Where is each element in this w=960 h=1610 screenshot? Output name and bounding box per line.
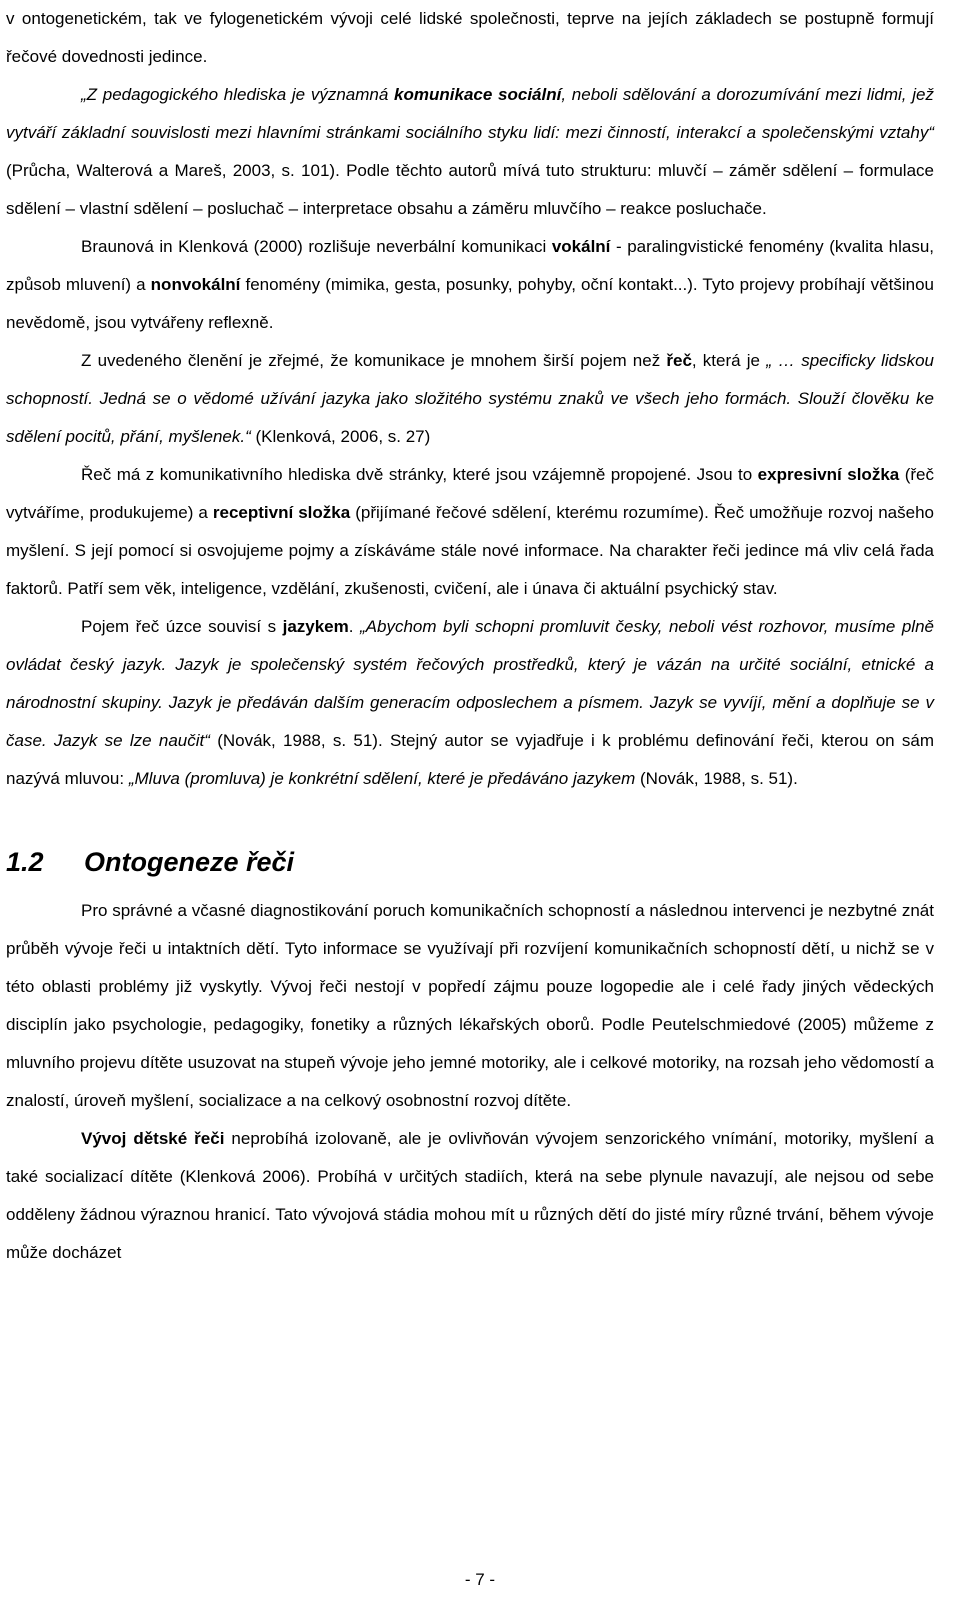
section-title: Ontogeneze řeči (84, 847, 295, 877)
text-run: vokální (551, 237, 611, 256)
text-run: Pojem řeč úzce souvisí s (81, 617, 283, 636)
text-run: Braunová in Klenková (2000) rozlišuje neverbální komunikaci (81, 237, 552, 256)
text-run: „Abychom byli schopni promluvit česky, neboli vést rozhovor, musíme plně ovládat český jazyk. Jazyk je společenský systém řečových prostředků, který je vázán na určité sociální, etnické a národnostní skupiny. Jazyk je předáván dalším generacím odposlechem a písmem. Jazyk se vyvíjí, mění a doplňuje se v čase. Jazyk se lze naučit“ (6, 617, 934, 750)
paragraph-p3 (6, 228, 934, 342)
text-run: řeč (666, 351, 692, 370)
paragraph-p5 (6, 456, 934, 608)
text-run: (Novák, 1988, s. 51). (635, 769, 798, 788)
text-block-after-heading (6, 892, 934, 1272)
paragraph-p6 (6, 608, 934, 798)
text-run: neprobíhá izolovaně, ale je ovlivňován vývojem senzorického vnímání, motoriky, myšlení a také socializací dítěte (Klenková 2006). Probíhá v určitých stadiích, která na sebe plynule navazují, ale nejsou od sebe odděleny žádnou výraznou hranicí. Tato vývojová stádia mohou mít u různých dětí do jisté míry různé trvání, během vývoje může docházet (6, 1129, 934, 1262)
text-run: , neboli sdělování a dorozumívání mezi lidmi, jež vytváří základní souvislosti mezi hlavními stránkami sociálního styku lidí: mezi činností, interakcí a společenskými vztahy“ (6, 85, 934, 142)
text-run: fenomény (mimika, gesta, posunky, pohyby, oční kontakt...). Tyto projevy probíhají většinou nevědomě, jsou vytvářeny reflexně. (6, 275, 934, 332)
text-run: sociální (498, 85, 562, 104)
text-run: receptivní složka (212, 503, 351, 522)
text-run: (přijímané řečové sdělení, kterému rozumíme). Řeč umožňuje rozvoj našeho myšlení. S její pomocí si osvojujeme pojmy a získáváme stále nové informace. Na charakter řeči jedince má vliv celá řada faktorů. Patří sem věk, inteligence, vzdělání, zkušenosti, cvičení, ale i únava či aktuální psychický stav. (6, 503, 934, 598)
text-run: komunikace (394, 85, 493, 104)
text-run: (řeč vytváříme, produkujeme) a (6, 465, 934, 522)
text-run: Vývoj dětské řeči (81, 1129, 225, 1148)
paragraph-p7 (6, 892, 934, 1120)
text-run: (Novák, 1988, s. 51). Stejný autor se vyjadřuje i k problému definování řeči, kterou on sám nazývá mluvou: (6, 731, 934, 788)
paragraph-p8 (6, 1120, 934, 1272)
text-run: expresivní složka (757, 465, 900, 484)
text-run: jazykem (282, 617, 349, 636)
text-run: . (348, 617, 360, 636)
text-run: (Průcha, Walterová a Mareš, 2003, s. 101). Podle těchto autorů mívá tuto strukturu: mluvčí – záměr sdělení – formulace sdělení – vlastní sdělení – posluchač – interpretace obsahu a záměru mluvčího – reakce posluchače. (6, 161, 934, 218)
text-run: v ontogenetickém, tak ve fylogenetickém vývoji celé lidské společnosti, teprve na jejích základech se postupně formují řečové dovednosti jedince. (6, 9, 934, 66)
text-run: Z uvedeného členění je zřejmé, že komunikace je mnohem širší pojem než (81, 351, 667, 370)
paragraph-p2 (6, 76, 934, 228)
text-run: , která je (691, 351, 767, 370)
text-run: „Mluva (promluva) je konkrétní sdělení, které je předáváno jazykem (128, 769, 636, 788)
text-run: „Z pedagogického hlediska je významná (81, 85, 395, 104)
page-number: - 7 - (464, 1570, 496, 1589)
paragraph-p4 (6, 342, 934, 456)
text-run: Řeč má z komunikativního hlediska dvě stránky, které jsou vzájemně propojené. Jsou to (81, 465, 758, 484)
text-block-before-heading (6, 0, 934, 798)
document-page (6, 0, 934, 1272)
text-run: - paralingvistické fenomény (kvalita hlasu, způsob mluvení) a (6, 237, 934, 294)
section-heading (6, 842, 934, 882)
text-run: (Klenková, 2006, s. 27) (250, 427, 431, 446)
section-number: 1.2 (6, 847, 44, 877)
text-run: Pro správné a včasné diagnostikování poruch komunikačních schopností a následnou intervenci je nezbytné znát průběh vývoje řeči u intaktních dětí. Tyto informace se využívají při rozvíjení komunikačních schopností dětí, u nichž se v této oblasti problémy již vyskytly. Vývoj řeči nestojí v popředí zájmu pouze logopedie ale i celé řady jiných vědeckých disciplín jako psychologie, pedagogiky, fonetiky a různých lékařských oborů. Podle Peutelschmiedové (2005) můžeme z mluvního projevu dítěte usuzovat na stupeň vývoje jeho jemné motoriky, ale i celkové motoriky, na rozsah jeho vědomostí a znalostí, úroveň myšlení, socializace a na celkový osobnostní rozvoj dítěte. (6, 901, 934, 1110)
text-run: „ … specificky lidskou schopností. Jedná se o vědomé užívání jazyka jako složitého systému znaků ve všech jeho formách. Slouží člověku ke sdělení pocitů, přání, myšlenek.“ (6, 351, 935, 446)
text-run: nonvokální (150, 275, 241, 294)
paragraph-p1 (6, 0, 934, 76)
